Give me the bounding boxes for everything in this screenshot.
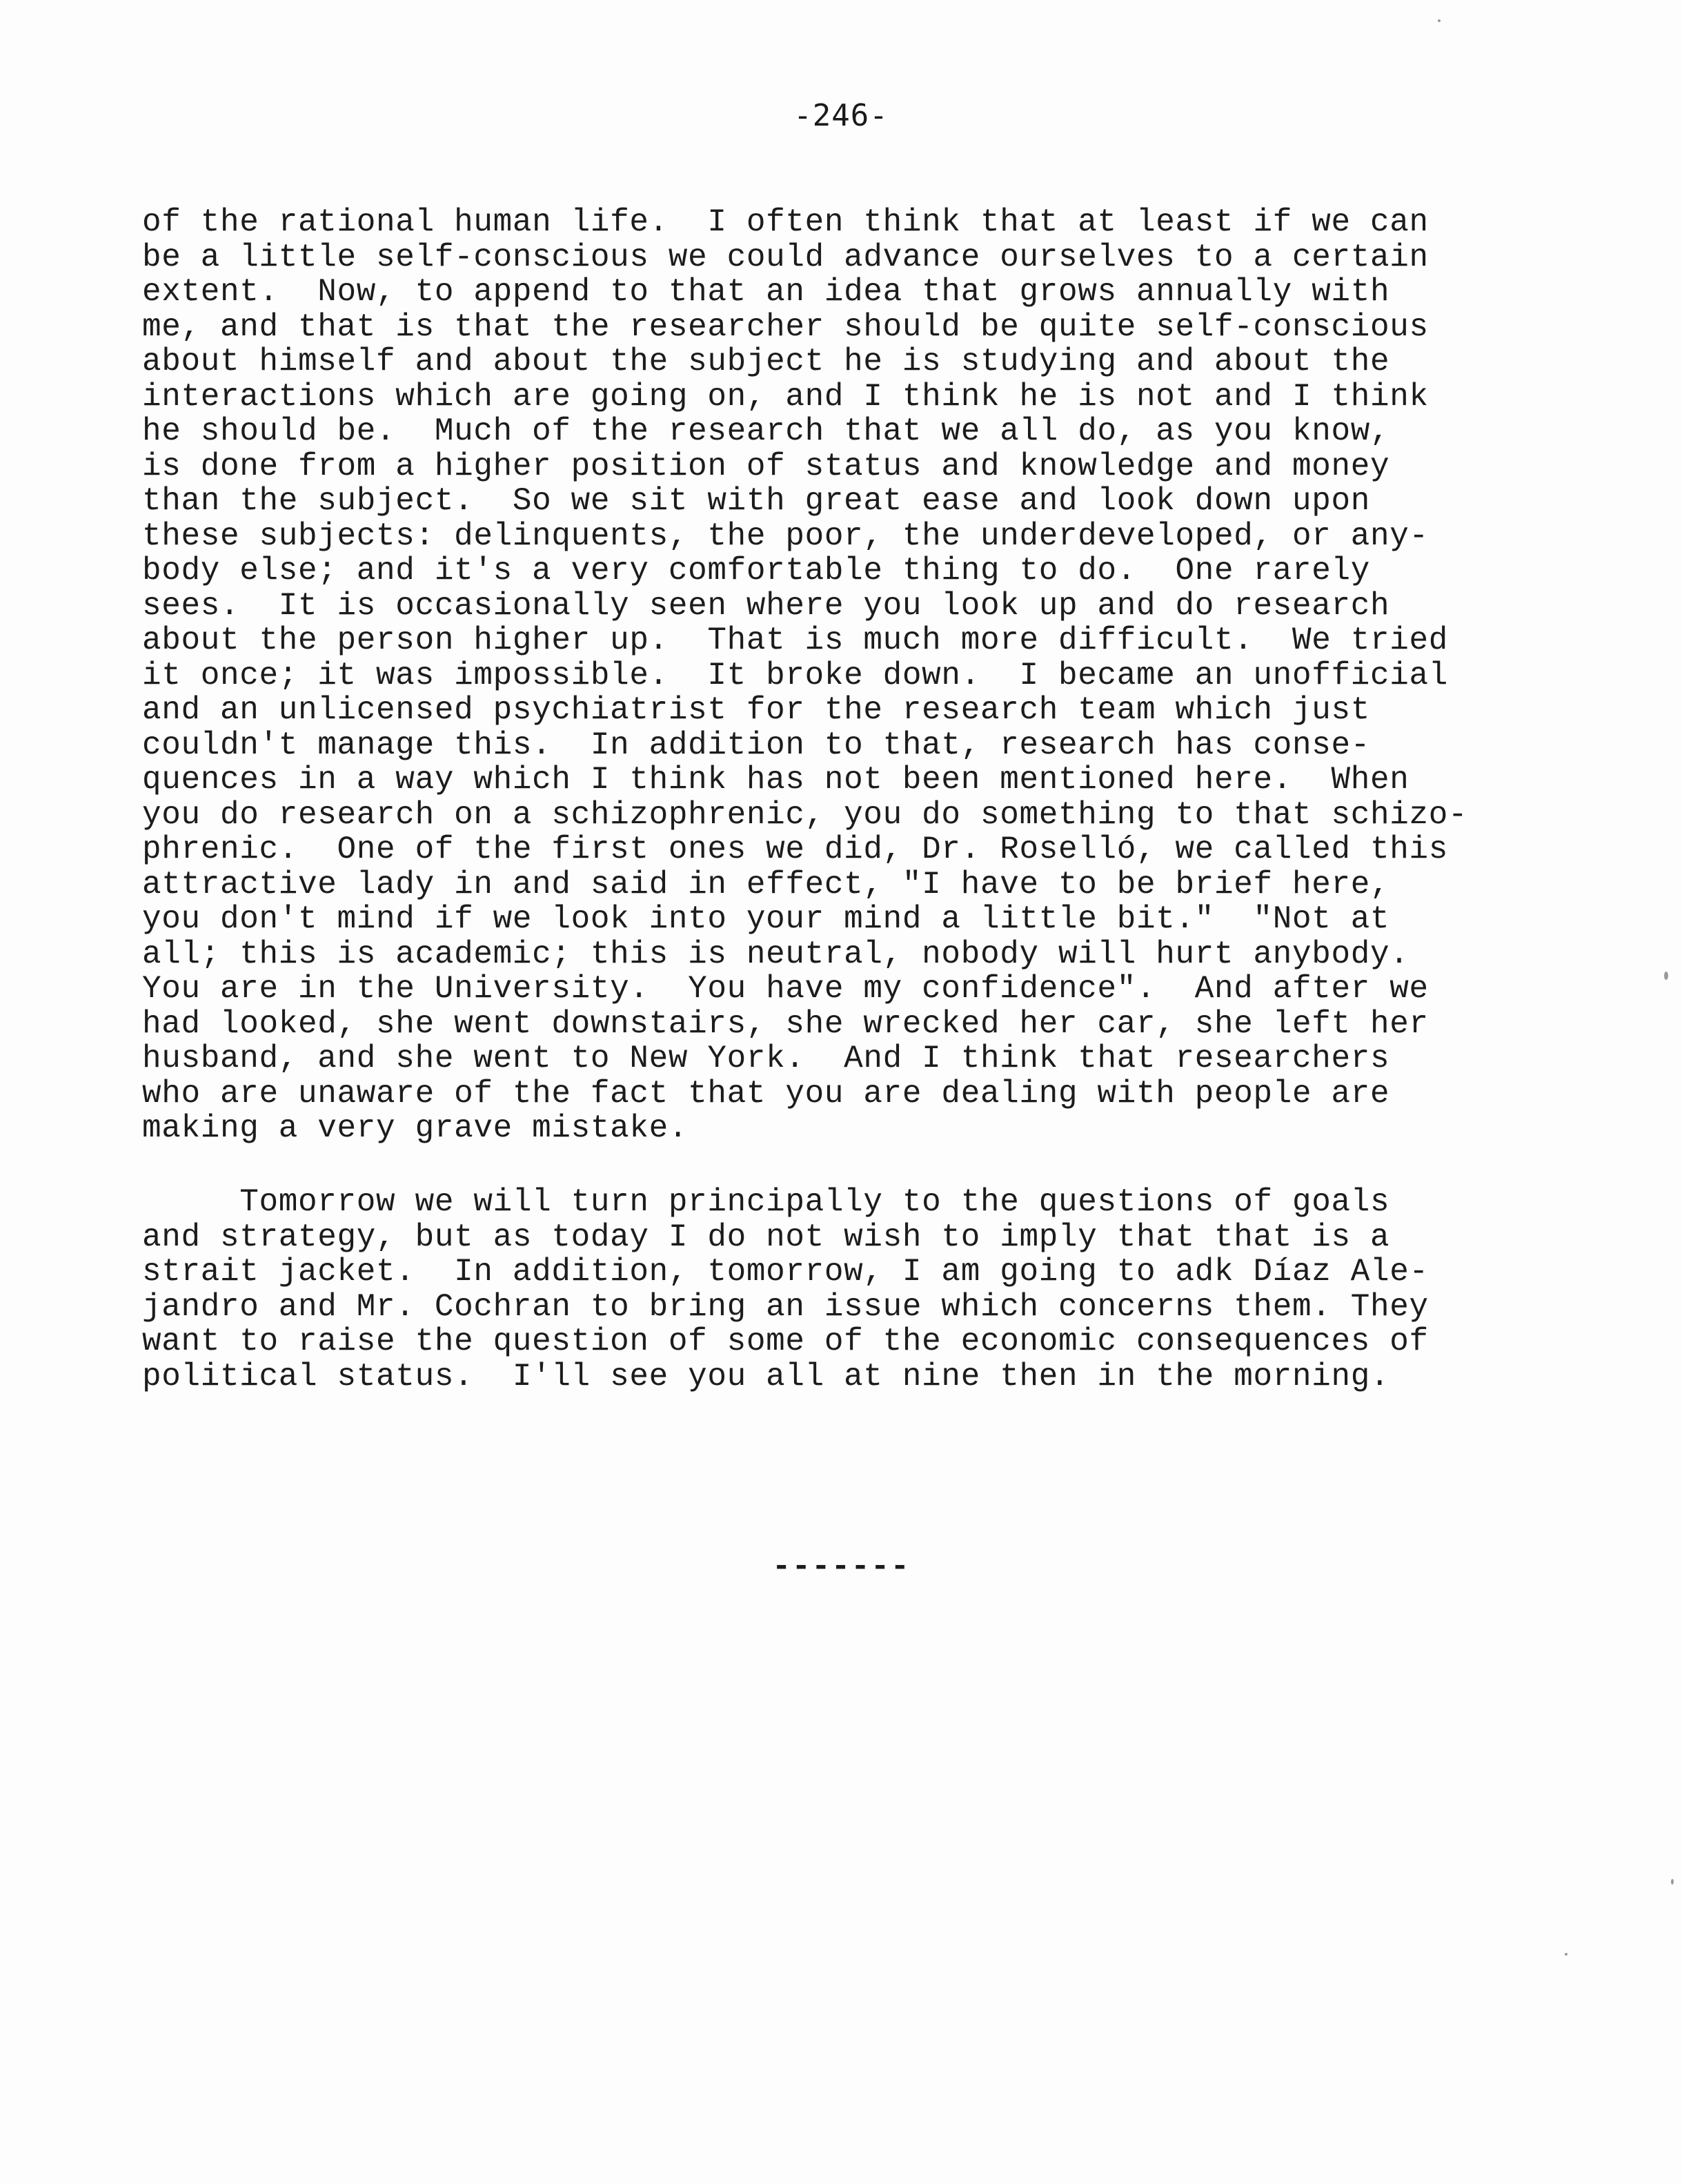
scan-speck-mark	[1671, 1879, 1674, 1885]
scan-speck-mark	[1438, 19, 1441, 22]
end-separator: -------	[771, 1549, 911, 1585]
page-number: -246-	[793, 98, 889, 133]
scan-speck-mark	[1664, 972, 1668, 980]
scan-speck-mark	[1565, 1953, 1567, 1956]
body-paragraph-1: of the rational human life. I often think that at least if we can be a little self-conscious we could advance ourselves to a certain extent. Now, to append to that an idea that grows annually with me, and that is that the researcher should be quite self-conscious about himself and about the subject he is studying and about the interactions which are going on, and I think he is not and I think he should be. Much of the research that we all do, as you know, is done from a higher position of status and knowledge and money than the subject. So we sit with great ease and look down upon these subjects: delinquents, the poor, the underdeveloped, or any- body else; and it's a very comfortable thing to do. One rarely sees. It is occasionally seen where you look up and do research about the person higher up. That is much more difficult. We tried it once; it was impossible. It broke down. I became an unofficial and an unlicensed psychiatrist for the research team which just couldn't manage this. In addition to that, research has conse- quences in a way which I think has not been mentioned here. When you do research on a schizophrenic, you do something to that schizo- phrenic. One of the first ones we did, Dr. Roselló, we called this attractive lady in and said in effect, "I have to be brief here, you don't mind if we look into your mind a little bit." "Not at all; this is academic; this is neutral, nobody will hurt anybody. You are in the University. You have my confidence". And after we had looked, she went downstairs, she wrecked her car, she left her husband, and she went to New York. And I think that researchers who are unaware of the fact that you are dealing with people are making a very grave mistake.	[142, 204, 1468, 1146]
body-paragraph-2: Tomorrow we will turn principally to the questions of goals and strategy, but as today I do not wish to imply that that is a strait jacket. In addition, tomorrow, I am going to adk Díaz Ale- jandro and Mr. Cochran to bring an issue which concerns them. They want to raise the question of some of the economic consequences of political status. I'll see you all at nine then in the morning.	[142, 1184, 1429, 1395]
